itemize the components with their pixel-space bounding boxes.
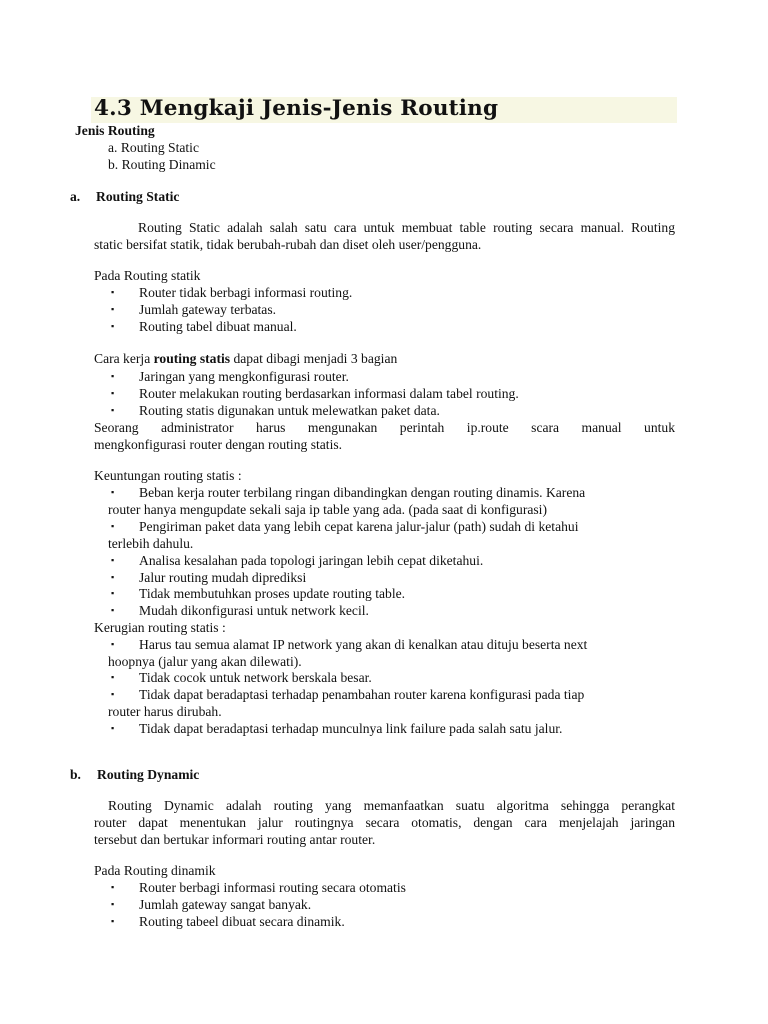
section-a-heading: Routing Static (96, 189, 180, 204)
pada-static-label: Pada Routing statik (94, 268, 201, 283)
list-item: Jumlah gateway sangat banyak. (139, 897, 312, 912)
bullet-icon: ▪ (111, 405, 115, 415)
list-item: Analisa kesalahan pada topologi jaringan lebih cepat diketahui. (139, 553, 484, 568)
list-item: Jaringan yang mengkonfigurasi router. (139, 369, 349, 384)
section-a-marker: a. (70, 189, 81, 204)
list-item: Pengiriman paket data yang lebih cepat karena jalur-jalur (path) sudah di ketahui (139, 519, 579, 534)
kerugian-label: Kerugian routing statis : (94, 620, 226, 635)
bullet-icon: ▪ (111, 487, 115, 497)
list-item-continuation: terlebih dahulu. (108, 536, 194, 551)
bullet-icon: ▪ (111, 916, 115, 926)
pada-dynamic-label: Pada Routing dinamik (94, 863, 216, 878)
bullet-icon: ▪ (111, 371, 115, 381)
list-item: Router tidak berbagi informasi routing. (139, 285, 353, 300)
section-a-paragraph-line: Routing Static adalah salah satu cara untuk membuat table routing secara manual. Routing (138, 220, 675, 235)
intro-item: b. Routing Dinamic (108, 157, 216, 172)
list-item: Router berbagi informasi routing secara otomatis (139, 880, 406, 895)
section-b-paragraph-line: router dapat menentukan jalur routingnya secara otomatis, dengan cara menjelajah jaringan (94, 815, 675, 830)
bullet-icon: ▪ (111, 555, 115, 565)
keuntungan-label: Keuntungan routing statis : (94, 468, 242, 483)
list-item: Tidak cocok untuk network berskala besar. (139, 670, 372, 685)
bullet-icon: ▪ (111, 882, 115, 892)
bullet-icon: ▪ (111, 572, 115, 582)
bullet-icon: ▪ (111, 689, 115, 699)
list-item-continuation: router harus dirubah. (108, 704, 222, 719)
bullet-icon: ▪ (111, 521, 115, 531)
list-item: Routing tabel dibuat manual. (139, 319, 297, 334)
section-b-paragraph-line: tersebut dan bertukar informari routing antar router. (94, 832, 376, 847)
page-title: 4.3 Mengkaji Jenis-Jenis Routing (94, 96, 499, 121)
admin-paragraph-line: Seorang administrator harus mengunakan perintah ip.route scara manual untuk (94, 420, 675, 435)
list-item-continuation: router hanya mengupdate sekali saja ip table yang ada. (pada saat di konfigurasi) (108, 502, 547, 517)
list-item: Tidak membutuhkan proses update routing table. (139, 586, 406, 601)
intro-label: Jenis Routing (75, 123, 155, 138)
bullet-icon: ▪ (111, 899, 115, 909)
bullet-icon: ▪ (111, 321, 115, 331)
bullet-icon: ▪ (111, 639, 115, 649)
intro-item: a. Routing Static (108, 140, 199, 155)
list-item: Jumlah gateway terbatas. (139, 302, 277, 317)
section-b-marker: b. (70, 767, 81, 782)
admin-paragraph-line: mengkonfigurasi router dengan routing statis. (94, 437, 343, 452)
bullet-icon: ▪ (111, 287, 115, 297)
list-item: Harus tau semua alamat IP network yang akan di kenalkan atau dituju beserta next (139, 637, 588, 652)
bullet-icon: ▪ (111, 672, 115, 682)
section-a-paragraph-line: static bersifat statik, tidak berubah-rubah dan diset oleh user/pengguna. (94, 237, 482, 252)
cara-kerja-line: Cara kerja routing statis dapat dibagi menjadi 3 bagian (94, 351, 398, 366)
list-item: Routing tabeel dibuat secara dinamik. (139, 914, 345, 929)
bullet-icon: ▪ (111, 304, 115, 314)
list-item: Beban kerja router terbilang ringan dibandingkan dengan routing dinamis. Karena (139, 485, 586, 500)
bullet-icon: ▪ (111, 588, 115, 598)
list-item: Tidak dapat beradaptasi terhadap penambahan router karena konfigurasi pada tiap (139, 687, 585, 702)
list-item-continuation: hoopnya (jalur yang akan dilewati). (108, 654, 302, 669)
list-item: Router melakukan routing berdasarkan informasi dalam tabel routing. (139, 386, 519, 401)
list-item: Jalur routing mudah diprediksi (139, 570, 307, 585)
bullet-icon: ▪ (111, 605, 115, 615)
bullet-icon: ▪ (111, 723, 115, 733)
section-b-paragraph-line: Routing Dynamic adalah routing yang memanfaatkan suatu algoritma sehingga perangkat (108, 798, 675, 813)
section-b-heading: Routing Dynamic (97, 767, 200, 782)
list-item: Routing statis digunakan untuk melewatkan paket data. (139, 403, 440, 418)
list-item: Tidak dapat beradaptasi terhadap munculnya link failure pada salah satu jalur. (139, 721, 563, 736)
list-item: Mudah dikonfigurasi untuk network kecil. (139, 603, 369, 618)
bullet-icon: ▪ (111, 388, 115, 398)
